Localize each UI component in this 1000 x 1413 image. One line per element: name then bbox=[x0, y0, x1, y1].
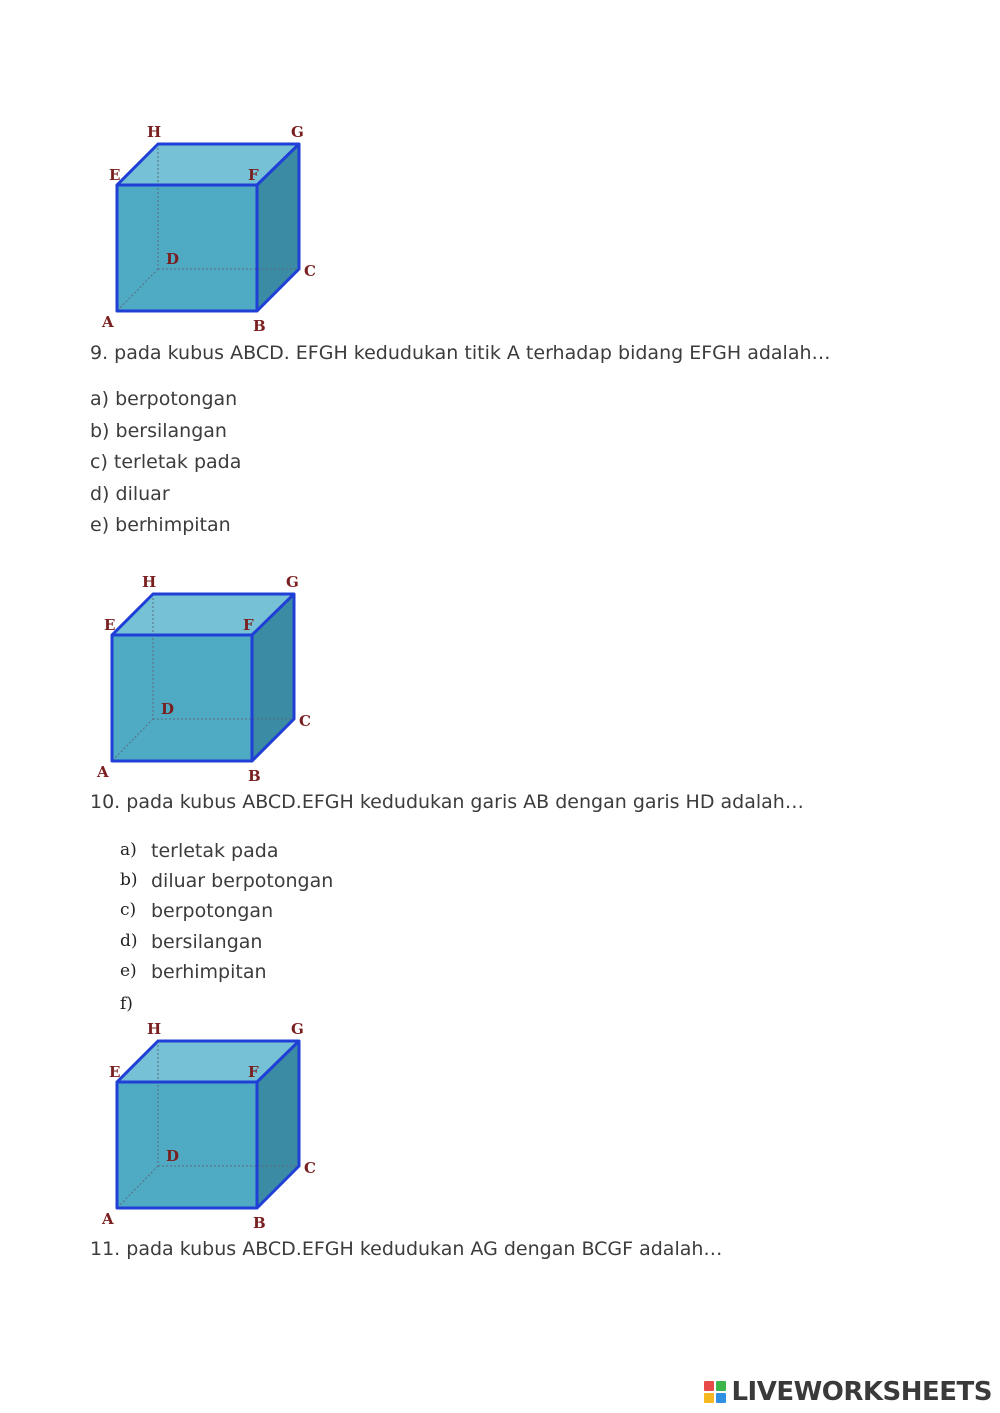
q10-option-d[interactable] bbox=[120, 931, 262, 953]
q9-option-e[interactable]: e) berhimpitan bbox=[90, 514, 231, 536]
vertex-label-h: H bbox=[147, 123, 162, 141]
q10-option-e[interactable] bbox=[120, 961, 267, 983]
q10-option-a[interactable] bbox=[120, 840, 278, 862]
brand-name: LIVEWORKSHEETS bbox=[731, 1377, 992, 1407]
vertex-label-g: G bbox=[291, 1020, 304, 1038]
option-text: bersilangan bbox=[151, 931, 263, 953]
vertex-label-e: E bbox=[104, 616, 116, 634]
cube-front-face bbox=[117, 185, 257, 311]
cube-svg bbox=[90, 568, 330, 788]
vertex-label-g: G bbox=[291, 123, 304, 141]
cube-front-face bbox=[112, 635, 252, 761]
vertex-label-b: B bbox=[253, 1214, 266, 1232]
vertex-label-h: H bbox=[147, 1020, 162, 1038]
q9-option-c[interactable]: c) terletak pada bbox=[90, 451, 242, 473]
option-letter: b) bbox=[120, 870, 138, 890]
vertex-label-d: D bbox=[166, 250, 180, 268]
vertex-label-a: A bbox=[97, 763, 109, 781]
q10-option-c[interactable] bbox=[120, 900, 273, 922]
q9-option-d[interactable]: d) diluar bbox=[90, 483, 170, 505]
vertex-label-f: F bbox=[248, 1063, 259, 1081]
vertex-label-f: F bbox=[248, 166, 259, 184]
vertex-label-a: A bbox=[102, 1210, 114, 1228]
vertex-label-h: H bbox=[142, 573, 157, 591]
vertex-label-d: D bbox=[166, 1147, 180, 1165]
cube-diagram-q11 bbox=[95, 1015, 335, 1235]
question-11: 11. pada kubus ABCD.EFGH kedudukan AG dengan BCGF adalah… bbox=[90, 1238, 723, 1260]
cube-diagram-q10 bbox=[90, 568, 330, 788]
question-10: 10. pada kubus ABCD.EFGH kedudukan garis AB dengan garis HD adalah… bbox=[90, 791, 804, 813]
cube-front-face bbox=[117, 1082, 257, 1208]
vertex-label-b: B bbox=[248, 767, 261, 785]
liveworksheets-grid-icon bbox=[703, 1380, 727, 1404]
option-letter: d) bbox=[120, 931, 138, 951]
vertex-label-a: A bbox=[102, 313, 114, 331]
vertex-label-d: D bbox=[161, 700, 175, 718]
option-letter: f) bbox=[120, 994, 133, 1014]
cube-diagram-q9 bbox=[95, 118, 335, 338]
vertex-label-b: B bbox=[253, 317, 266, 335]
vertex-label-g: G bbox=[286, 573, 299, 591]
option-text: berpotongan bbox=[151, 900, 274, 922]
option-letter: c) bbox=[120, 900, 137, 920]
cube-svg bbox=[95, 118, 335, 338]
option-text: terletak pada bbox=[151, 840, 279, 862]
vertex-label-f: F bbox=[243, 616, 254, 634]
option-letter: a) bbox=[120, 840, 137, 860]
vertex-label-c: C bbox=[299, 712, 311, 730]
q10-option-b[interactable] bbox=[120, 870, 333, 892]
option-text: berhimpitan bbox=[151, 961, 267, 983]
question-9: 9. pada kubus ABCD. EFGH kedudukan titik A terhadap bidang EFGH adalah… bbox=[90, 342, 831, 364]
liveworksheets-logo bbox=[703, 1377, 992, 1407]
option-letter: e) bbox=[120, 961, 137, 981]
q10-option-f[interactable] bbox=[120, 994, 151, 1016]
vertex-label-e: E bbox=[109, 166, 121, 184]
q9-option-a[interactable]: a) berpotongan bbox=[90, 388, 238, 410]
vertex-label-e: E bbox=[109, 1063, 121, 1081]
q9-option-b[interactable]: b) bersilangan bbox=[90, 420, 227, 442]
cube-svg bbox=[95, 1015, 335, 1235]
vertex-label-c: C bbox=[304, 1159, 316, 1177]
option-text: diluar berpotongan bbox=[151, 870, 334, 892]
vertex-label-c: C bbox=[304, 262, 316, 280]
